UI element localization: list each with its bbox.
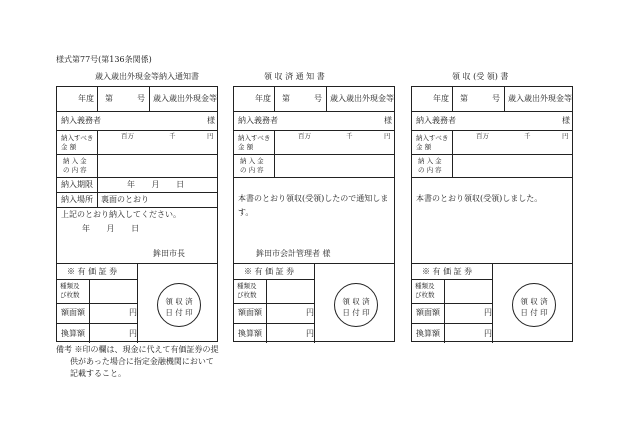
payment-notice-form — [56, 86, 218, 342]
place-value: 裏面のとおり — [101, 195, 149, 204]
unit-million: 百万 — [476, 132, 489, 140]
converted-unit: 円 — [129, 329, 137, 338]
number-label-go: 号 — [492, 94, 500, 103]
treasurer-name: 鉾田市会計管理者 様 — [256, 249, 331, 258]
payer-label: 納入義務者 — [61, 116, 101, 125]
securities-label: ※ 有 価 証 券 — [422, 267, 473, 276]
unit-thousand: 千 — [346, 132, 353, 140]
form-title-payment-notice: 歳入歳出外現金等納入通知書 — [95, 72, 199, 81]
kind-label-1: 種類及 — [415, 282, 435, 290]
receipt-notice-form — [233, 86, 395, 342]
receipt-notice-text-2: す。 — [238, 208, 254, 217]
content-label-2: の 内 容 — [418, 166, 442, 174]
face-value-unit: 円 — [306, 308, 314, 317]
securities-label: ※ 有 価 証 券 — [67, 267, 118, 276]
number-label-dai: 第 — [460, 94, 468, 103]
number-label-go: 号 — [137, 94, 145, 103]
content-label-1: 納 入 金 — [63, 157, 87, 165]
unit-thousand: 千 — [169, 132, 176, 140]
content-label-2: の 内 容 — [240, 166, 264, 174]
mayor-name: 鉾田市長 — [153, 249, 185, 258]
amount-label-1: 納入すべき — [416, 134, 449, 142]
notice-date: 年 月 日 — [82, 224, 140, 233]
form-title-receipt-notice: 領 収 済 通 知 書 — [264, 72, 325, 81]
receipt-notice-text-1: 本書のとおり領収(受領)したので通知しま — [238, 194, 389, 203]
footnote-line-1: 備考 ※印の欄は、現金に代えて有価証券の提 — [56, 345, 219, 354]
category-label: 歳入歳出外現金等 — [153, 94, 217, 103]
kind-label-2: び枚数 — [415, 291, 435, 299]
converted-label: 換算額 — [238, 329, 262, 338]
unit-yen: 円 — [384, 132, 391, 140]
amount-label-2: 金 額 — [61, 143, 77, 151]
amount-label-2: 金 額 — [238, 143, 254, 151]
deadline-label: 納入期限 — [61, 180, 93, 189]
face-value-label: 額面額 — [61, 308, 85, 317]
deadline-date: 年 月 日 — [127, 180, 185, 189]
unit-yen: 円 — [562, 132, 569, 140]
form-number: 様式第77号(第136条関係) — [56, 55, 152, 64]
unit-million: 百万 — [298, 132, 311, 140]
face-value-unit: 円 — [129, 308, 137, 317]
place-label: 納入場所 — [61, 195, 93, 204]
footnote-line-2: 供があった場合に指定金融機関において — [70, 357, 214, 366]
receipt-date-stamp: 領 収 済 日 付 印 — [512, 283, 556, 327]
fiscal-year-label: 年度 — [433, 94, 449, 103]
converted-unit: 円 — [484, 329, 492, 338]
kind-label-2: び枚数 — [60, 291, 80, 299]
converted-label: 換算額 — [61, 329, 85, 338]
receipt-date-stamp: 領 収 済 日 付 印 — [334, 283, 378, 327]
kind-label-2: び枚数 — [237, 291, 257, 299]
face-value-unit: 円 — [484, 308, 492, 317]
amount-label-2: 金 額 — [416, 143, 432, 151]
payer-honorific: 様 — [562, 116, 570, 125]
kind-label-1: 種類及 — [237, 282, 257, 290]
unit-million: 百万 — [121, 132, 134, 140]
payer-honorific: 様 — [207, 116, 215, 125]
fiscal-year-label: 年度 — [255, 94, 271, 103]
unit-yen: 円 — [207, 132, 214, 140]
securities-label: ※ 有 価 証 券 — [244, 267, 295, 276]
category-label: 歳入歳出外現金等 — [330, 94, 394, 103]
kind-label-1: 種類及 — [60, 282, 80, 290]
face-value-label: 額面額 — [416, 308, 440, 317]
amount-label-1: 納入すべき — [61, 134, 94, 142]
payer-honorific: 様 — [384, 116, 392, 125]
receipt-text: 本書のとおり領収(受領)しました。 — [416, 194, 543, 203]
face-value-label: 額面額 — [238, 308, 262, 317]
number-label-go: 号 — [314, 94, 322, 103]
content-label-1: 納 入 金 — [418, 157, 442, 165]
content-label-2: の 内 容 — [63, 166, 87, 174]
form-title-receipt: 領 収 (受 領) 書 — [452, 72, 509, 81]
fiscal-year-label: 年度 — [78, 94, 94, 103]
notice-text: 上記のとおり納入してください。 — [61, 210, 181, 219]
receipt-form — [411, 86, 573, 342]
category-label: 歳入歳出外現金等 — [508, 94, 572, 103]
payer-label: 納入義務者 — [416, 116, 456, 125]
number-label-dai: 第 — [282, 94, 290, 103]
converted-label: 換算額 — [416, 329, 440, 338]
payer-label: 納入義務者 — [238, 116, 278, 125]
amount-label-1: 納入すべき — [238, 134, 271, 142]
number-label-dai: 第 — [105, 94, 113, 103]
content-label-1: 納 入 金 — [240, 157, 264, 165]
receipt-date-stamp: 領 収 済 日 付 印 — [157, 283, 201, 327]
unit-thousand: 千 — [524, 132, 531, 140]
footnote-line-3: 記載すること。 — [70, 369, 126, 378]
converted-unit: 円 — [306, 329, 314, 338]
